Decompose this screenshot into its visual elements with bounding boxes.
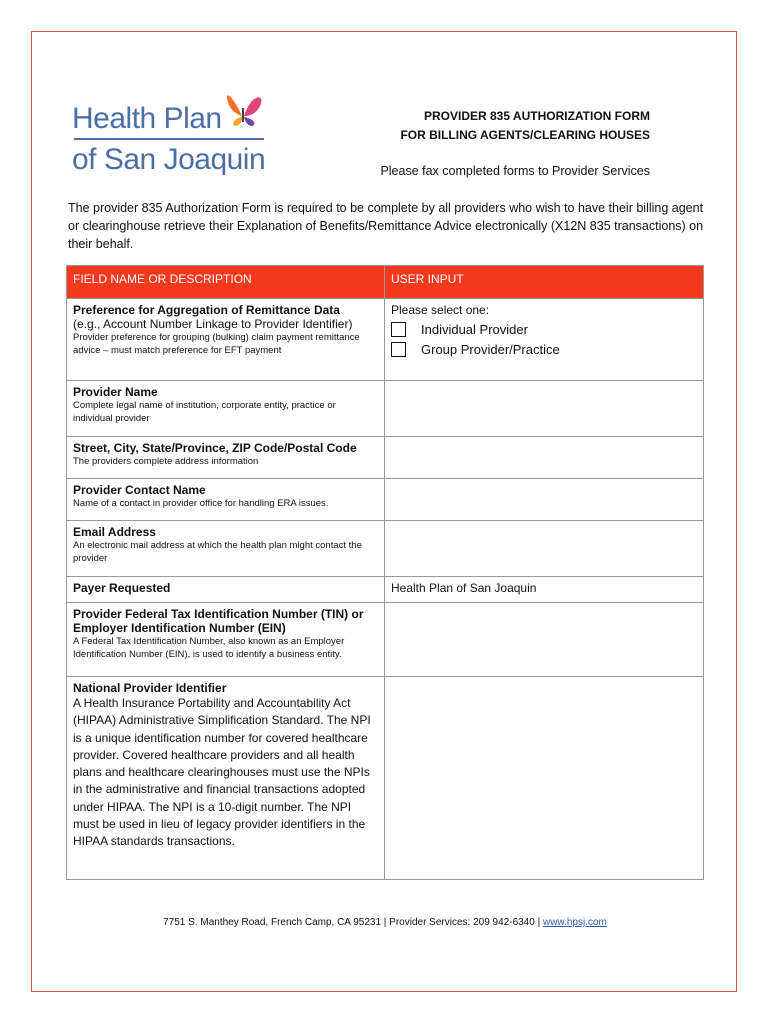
authorization-table [66, 265, 704, 880]
footer [0, 917, 770, 928]
field-description: The providers complete address information [73, 456, 259, 467]
option-label: Individual Provider [421, 322, 528, 337]
option-group-provider[interactable] [391, 342, 697, 357]
logo [72, 88, 272, 178]
field-description: A Health Insurance Portability and Accountability Act (HIPAA) Administrative Simplification Standard. The NPI is a unique identification number for covered healthcare provider. Covered healthcare providers and all health plans and healthcare clearinghouses must use the NPIs in the administrative and financial transactions adopted under HIPAA. The NPI is a 10-digit number. The NPI must be used in lieu of legacy provider identifiers in the HIPAA standards transactions. [73, 696, 371, 849]
tin-input[interactable] [385, 603, 704, 677]
field-name: Email Address [73, 525, 156, 539]
form-title-line2: FOR BILLING AGENTS/CLEARING HOUSES [400, 128, 650, 142]
option-individual-provider[interactable] [391, 322, 697, 337]
table-row [67, 577, 704, 603]
website-link[interactable]: www.hpsj.com [542, 917, 607, 928]
field-name: Provider Contact Name [73, 483, 206, 497]
field-name: Provider Name [73, 385, 158, 399]
table-row [67, 299, 704, 381]
col-header-field: FIELD NAME OR DESCRIPTION [67, 266, 385, 299]
field-description: An electronic mail address at which the health plan might contact the provider [73, 540, 362, 564]
checkbox[interactable] [391, 342, 406, 357]
logo-line1: Health Plan [72, 102, 222, 135]
address-input[interactable] [385, 437, 704, 479]
field-subtitle: (e.g., Account Number Linkage to Provider Identifier) [73, 317, 353, 331]
table-row [67, 603, 704, 677]
fax-note: Please fax completed forms to Provider Services [380, 164, 650, 178]
field-name: Preference for Aggregation of Remittance Data [73, 303, 340, 317]
provider-name-input[interactable] [385, 381, 704, 437]
col-header-input: USER INPUT [385, 266, 704, 299]
field-name: Payer Requested [73, 581, 171, 595]
field-name: National Provider Identifier [73, 681, 227, 695]
butterfly-icon [222, 88, 268, 130]
table-row [67, 381, 704, 437]
contact-name-input[interactable] [385, 479, 704, 521]
field-name: Provider Federal Tax Identification Number (TIN) or Employer Identification Number (EIN) [73, 607, 364, 635]
checkbox[interactable] [391, 322, 406, 337]
field-description: Name of a contact in provider office for handling ERA issues. [73, 498, 329, 509]
option-label: Group Provider/Practice [421, 342, 560, 357]
field-name: Street, City, State/Province, ZIP Code/Postal Code [73, 441, 357, 455]
email-input[interactable] [385, 521, 704, 577]
intro-paragraph: The provider 835 Authorization Form is required to be complete by all providers who wish to have their billing agent or clearinghouse retrieve their Explanation of Benefits/Remittance Advice electronically (X12N 835 transactions) on their behalf. [68, 201, 704, 251]
field-description: Complete legal name of institution, corporate entity, practice or individual provider [73, 400, 336, 424]
logo-line2: of San Joaquin [72, 143, 266, 176]
field-description: Provider preference for grouping (bulking) claim payment remittance advice – must match preference for EFT payment [73, 332, 360, 356]
field-description: A Federal Tax Identification Number, also known as an Employer Identification Number (EIN), is used to identify a business entity. [73, 636, 345, 660]
select-prompt: Please select one: [391, 303, 490, 317]
footer-address: 7751 S. Manthey Road, French Camp, CA 95231 | Provider Services: 209 942-6340 | [163, 917, 543, 928]
table-row [67, 437, 704, 479]
table-row [67, 677, 704, 880]
payer-value: Health Plan of San Joaquin [391, 581, 537, 595]
table-row [67, 479, 704, 521]
logo-rule [74, 138, 264, 140]
npi-input[interactable] [385, 677, 704, 880]
table-row [67, 521, 704, 577]
form-title-line1: PROVIDER 835 AUTHORIZATION FORM [423, 109, 650, 123]
